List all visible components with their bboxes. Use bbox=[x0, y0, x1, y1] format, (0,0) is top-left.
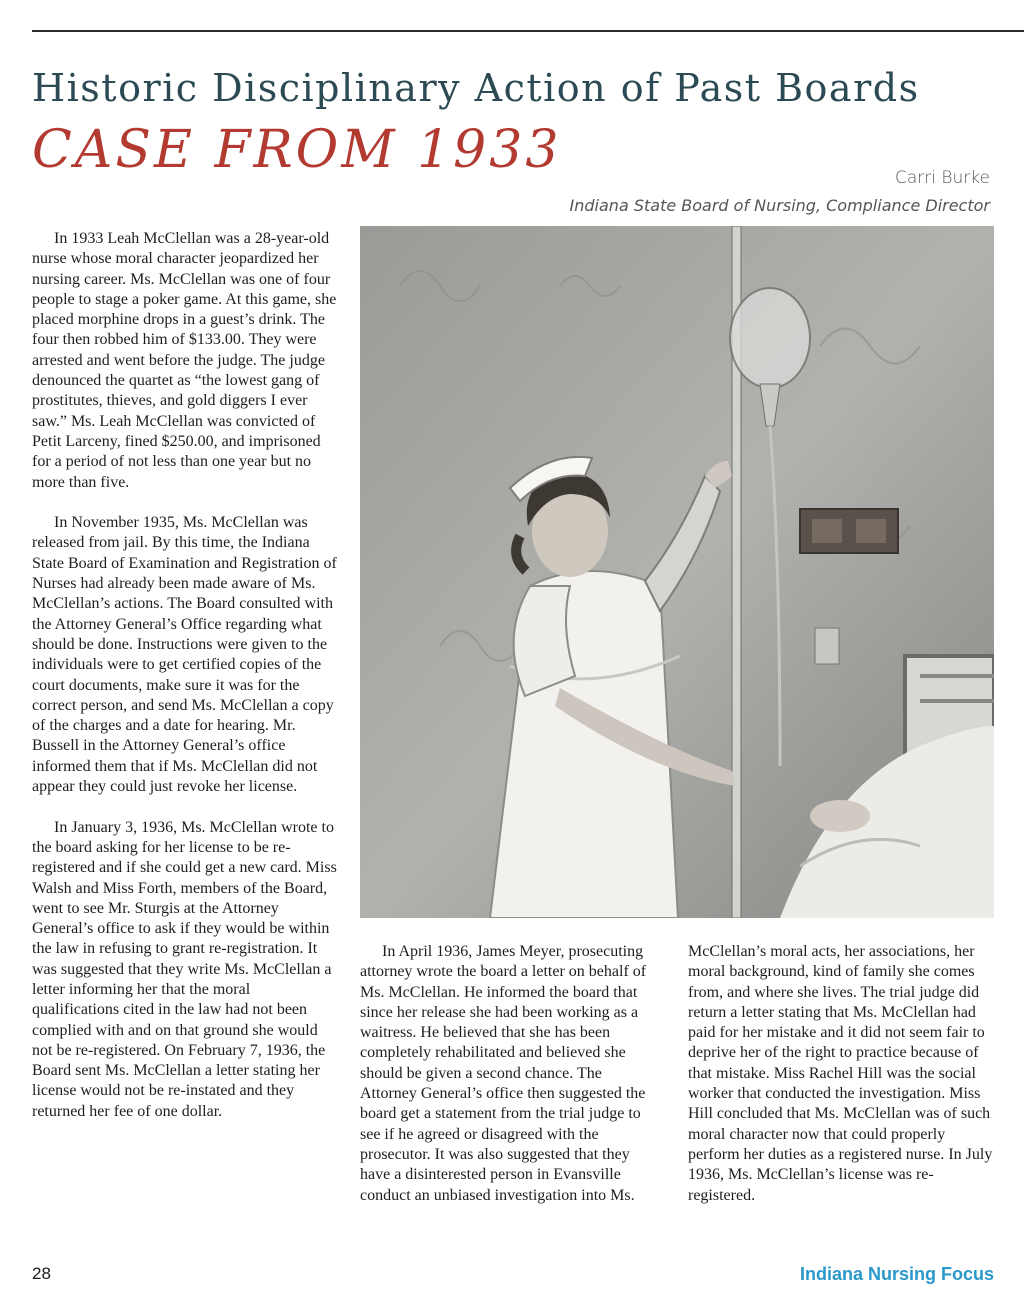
text-column-middle bbox=[360, 942, 660, 1226]
author-affiliation: Indiana State Board of Nursing, Compliance Director bbox=[569, 196, 990, 215]
text-column-right bbox=[688, 942, 993, 1226]
paragraph: In January 3, 1936, Ms. McClellan wrote to the board asking for her license to be re-registered and if she could get a new card. Miss Walsh and Miss Forth, members of the Board, went to see Mr. Sturgis at the Attorney General’s office to ask if they would be within the law in refusing to grant re-registration. It was suggested that they write Ms. McClellan a letter informing her that the moral qualifications cited in the law had not been complied with and on that ground she would not be re-registered. On February 7, 1936, the Board sent Ms. McClellan a letter stating her license would not be re-instated and they returned her fee of one dollar. bbox=[32, 818, 337, 1120]
text-column-left bbox=[32, 229, 340, 1142]
top-rule bbox=[32, 30, 1024, 32]
paragraph: In November 1935, Ms. McClellan was released from jail. By this time, the Indiana State Board of Examination and Registration of Nurses had already been made aware of Ms. McClellan’s actions. The Board consulted with the Attorney General’s Office regarding what should be done. Instructions were given to the individuals were to get certified copies of the court documents, make sure it was for the correct person, and send Ms. McClellan a copy of the charges and a date for hearing. Mr. Bussell in the Attorney General’s office informed them that if Ms. McClellan did not appear they could just revoke her license. bbox=[32, 514, 337, 796]
page-number: 28 bbox=[32, 1264, 51, 1283]
article-subtitle: CASE FROM 1933 bbox=[32, 120, 562, 180]
publication-name: Indiana Nursing Focus bbox=[799, 1264, 994, 1284]
author-name: Carri Burke bbox=[895, 168, 990, 188]
paragraph: McClellan’s moral acts, her associations, her moral background, kind of family she comes from, and where she lives. The trial judge did return a letter stating that Ms. McClellan had paid for her mistake and it did not seem fair to deprive her of the right to practice because of that mistake. Miss Rachel Hill was the social worker that conducted the investigation. Miss Hill concluded that Ms. McClellan was of such moral character now that could properly perform her duties as a registered nurse. In July 1936, Ms. McClellan’s license was re-registered. bbox=[688, 943, 993, 1204]
paragraph: In 1933 Leah McClellan was a 28-year-old nurse whose moral character jeopardized her nursing career. Ms. McClellan was one of four people to stage a poker game. At this game, she placed morphine drops in a guest’s drink. The four then robbed him of $133.00. They were arrested and went before the judge. The judge denounced the quartet as “the lowest gang of prostitutes, thieves, and gold diggers I ever saw.” Ms. Leah McClellan was convicted of Petit Larceny, fined $250.00, and imprisoned for a period of not less than one year but no more than five. bbox=[32, 230, 337, 491]
historic-nurse-photo bbox=[360, 226, 994, 918]
article-title: Historic Disciplinary Action of Past Boards bbox=[32, 66, 920, 110]
paragraph: In April 1936, James Meyer, prosecuting attorney wrote the board a letter on behalf of Ms. McClellan. He informed the board that since her release she had been working as a waitress. He believed that she has been completely rehabilitated and believed she should be given a second chance. The Attorney General’s office then suggested the board get a statement from the trial judge to see if he agreed or disagreed with the prosecutor. It was also suggested that they have a disinterested person in Evansville conduct an unbiased investigation into Ms. bbox=[360, 943, 647, 1204]
nurse-iv-illustration bbox=[360, 226, 994, 918]
